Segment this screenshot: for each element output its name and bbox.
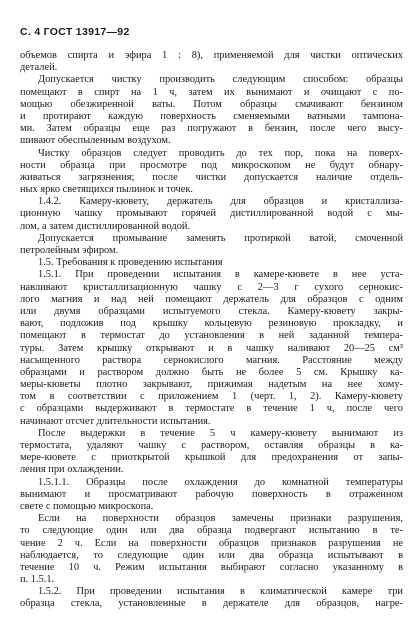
text-line: Допускается чистку производить следующим способом: образцы xyxy=(38,74,403,86)
text-line: течение 10 ч. Режим испытания выбирают согласно указанному в xyxy=(20,561,403,573)
text-line: мощью обезжиренной ваты. Потом образцы смачивают бензином xyxy=(20,98,403,110)
text-line: петролейным эфиром. xyxy=(20,245,119,256)
text-line: После выдержки в течение 5 ч камеру-кювету вынимают из xyxy=(38,427,403,439)
page-header: С. 4 ГОСТ 13917—92 xyxy=(20,26,130,38)
text-line: туры. Затем крышку открывают и в чашку наливают 20—25 см³ xyxy=(20,342,403,354)
text-line: объемов спирта и эфира 1 : 8), применяемой для чистки оптических xyxy=(20,50,403,61)
text-line: мере-кювете с приоткрытой крышкой для предохранения от запы- xyxy=(20,452,403,464)
text-line: 1.4.2. Камеру-кювету, держатель для образцов и кристаллиза- xyxy=(38,196,403,208)
text-line: термостата, удаляют чашку с раствором, оставляя образцы в ка- xyxy=(20,440,403,451)
text-line: с образцами выдерживают в термостате в течение 1 ч, после чего xyxy=(20,403,403,415)
text-line: ных ярко светящихся пылинок и точек. xyxy=(20,184,193,196)
text-line: чение 2 ч. Если на поверхности образцов признаков разрушения не xyxy=(20,537,403,549)
text-line: деталей. xyxy=(20,62,58,74)
text-line: образцами и раствором должно быть не более 5 см. Крышку ка- xyxy=(20,366,403,378)
text-line: 1.5.1.1. Образцы после охлаждения до комнатной температуры xyxy=(38,476,403,488)
text-line: меры-кюветы плотно закрывают, прижимая надетым на нее хому- xyxy=(20,379,403,391)
text-line: насыщенного раствора сернокислого магния. Расстояние между xyxy=(20,354,403,366)
text-line: ности образца при просмотре под микроскопом не будут обнару- xyxy=(20,159,403,171)
text-line: лом, а затем дистиллированной водой. xyxy=(20,220,191,232)
text-line: 1.5.2. При проведении испытания в климатической камере три xyxy=(38,586,403,598)
text-line: 1.5. Требования к проведению испытания xyxy=(38,257,223,269)
text-line: Допускается промывание заменять протиркой ватой, смоченной xyxy=(38,232,403,244)
body-text xyxy=(20,50,403,611)
text-line: п. 1.5.1. xyxy=(20,574,55,586)
text-line: ления при охлаждении. xyxy=(20,464,124,476)
text-line: свете с помощью микроскопа. xyxy=(20,500,154,512)
text-line: помещают в спирт на 1 ч, затем их вынимают и очищают с по- xyxy=(20,86,403,98)
text-line: Чистку образцов следует проводить до тех пор, пока на поверх- xyxy=(38,147,403,159)
text-line: ционную чашку промывают горячей дистиллированной водой с мы- xyxy=(20,208,403,220)
text-line: том в соответствии с приложением 1 (черт. 1, 2). Камеру-кювету xyxy=(20,391,403,403)
text-line: живаться загрязнения; после чистки допускается наличие отдель- xyxy=(20,171,403,183)
text-line: вынимают и просматривают рабочую поверхность в отраженном xyxy=(20,488,403,500)
text-line: Если на поверхности образцов замечены признаки разрушения, xyxy=(38,513,403,525)
text-line: лого магния и над ней помещают держатель для образцов с одним xyxy=(20,293,403,305)
text-line: и протирают каждую поверхность сменяемыми ватными тампона- xyxy=(20,110,403,122)
text-line: образца стекла, установленные в держателе для образцов, нагре- xyxy=(20,598,403,610)
text-line: шивают обеспыленным воздухом. xyxy=(20,135,171,147)
text-line: то следующие один или два образца подвергают испытанию в те- xyxy=(20,525,403,537)
text-line: начинают отсчет длительности испытания. xyxy=(20,415,211,427)
text-line: помещают в термостат до установления в ней заданной темпера- xyxy=(20,330,403,342)
text-line: вают, подложив под крышку кольцевую резиновую прокладку, и xyxy=(20,318,403,330)
text-line: или двумя образцами испытуемого стекла. Камеру-кювету закры- xyxy=(20,305,403,317)
text-line: ми. Затем образцы еще раз погружают в бензин, после чего высу- xyxy=(20,123,403,135)
text-line: наблюдается, то следующие один или два образца испытывают в xyxy=(20,549,403,561)
text-line: 1.5.1. При проведении испытания в камере-кювете в нее уста- xyxy=(38,269,403,281)
text-line: навливают кристаллизационную чашку с 2—3 г сухого сернокис- xyxy=(20,281,403,293)
